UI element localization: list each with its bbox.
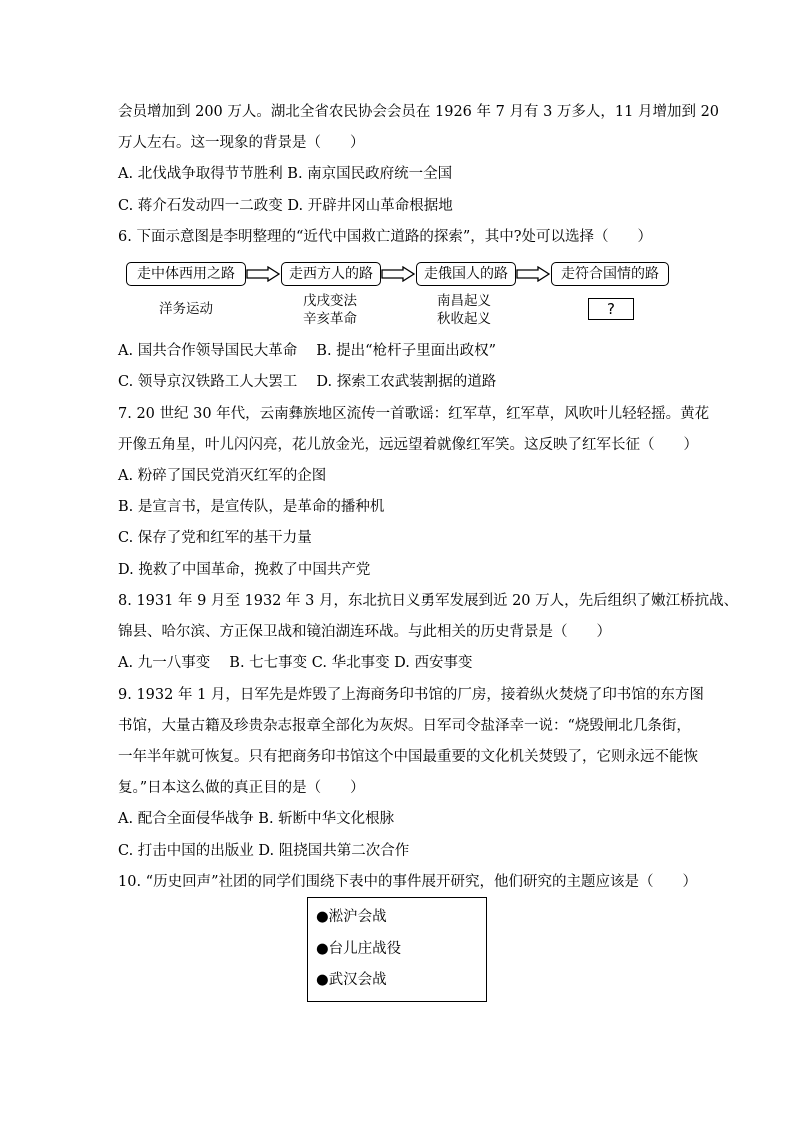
diagram-box-1: 走中体西用之路 <box>126 262 246 286</box>
diagram-box-3: 走俄国人的路 <box>416 262 516 286</box>
event-list-box <box>307 897 487 1002</box>
arrow-icon <box>381 266 415 282</box>
option-line: C. 领导京汉铁路工人大罢工 D. 探索工农武装割据的道路 <box>118 374 497 390</box>
text-line: 万人左右。这一现象的背景是（ ） <box>118 135 365 151</box>
diagram-sub-label: 辛亥革命 <box>303 311 357 327</box>
text-line: 会员增加到 200 万人。湖北全省农民协会会员在 1926 年 7 月有 3 万多人，11 月增加到 20 <box>118 104 720 120</box>
question-8-stem: 8. 1931 年 9 月至 1932 年 3 月，东北抗日义勇军发展到近 20 万人，先后组织了嫩江桥抗战、 <box>118 593 739 609</box>
text-line: 开像五角星，叶儿闪闪亮，花儿放金光，远远望着就像红军笑。这反映了红军长征（ ） <box>118 437 698 453</box>
text-line: 书馆，大量古籍及珍贵杂志报章全部化为灰烬。日军司令盐泽幸一说：“烧毁闸北几条街， <box>118 718 691 734</box>
diagram-box-2: 走西方人的路 <box>281 262 381 286</box>
question-mark-box: ? <box>588 298 634 320</box>
option-line: C. 打击中国的出版业 D. 阻挠国共第二次合作 <box>118 843 410 859</box>
flow-diagram <box>118 258 678 330</box>
option-line: C. 蒋介石发动四一二政变 D. 开辟井冈山革命根据地 <box>118 198 453 214</box>
question-7-stem: 7. 20 世纪 30 年代，云南彝族地区流传一首歌谣：红军草，红军草，风吹叶儿轻轻摇。黄花 <box>118 406 710 422</box>
arrow-icon <box>516 266 550 282</box>
diagram-sub-label: 戊戌变法 <box>303 293 357 309</box>
diagram-sub-label: 南昌起义 <box>437 293 491 309</box>
text-line: 复。”日本这么做的真正目的是（ ） <box>118 780 365 796</box>
arrow-icon <box>246 266 280 282</box>
question-9-stem: 9. 1932 年 1 月，日军先是炸毁了上海商务印书馆的厂房，接着纵火焚烧了印书馆的东方图 <box>118 687 704 703</box>
event-list-item: ●武汉会战 <box>316 972 387 988</box>
event-list-item: ●台儿庄战役 <box>316 941 402 957</box>
option-line: A. 北伐战争取得节节胜利 B. 南京国民政府统一全国 <box>118 166 453 182</box>
event-list-item: ●淞沪会战 <box>316 909 387 925</box>
diagram-sub-label: 洋务运动 <box>159 301 213 317</box>
option-line: C. 保存了党和红军的基干力量 <box>118 530 312 546</box>
option-line: B. 是宣言书，是宣传队，是革命的播种机 <box>118 499 385 515</box>
question-10-stem: 10. “历史回声”社团的同学们围绕下表中的事件展开研究，他们研究的主题应该是（ ） <box>118 874 697 890</box>
option-line: A. 配合全面侵华战争 B. 斩断中华文化根脉 <box>118 811 395 827</box>
diagram-sub-label: 秋收起义 <box>437 311 491 327</box>
option-line: A. 九一八事变 B. 七七事变 C. 华北事变 D. 西安事变 <box>118 655 473 671</box>
text-line: 一年半年就可恢复。只有把商务印书馆这个中国最重要的文化机关焚毁了，它则永远不能恢 <box>118 749 698 765</box>
question-6-stem: 6. 下面示意图是李明整理的“近代中国救亡道路的探索”，其中?处可以选择（ ） <box>118 229 653 245</box>
option-line: A. 粉碎了国民党消灭红军的企图 <box>118 468 327 484</box>
text-line: 锦县、哈尔滨、方正保卫战和镜泊湖连环战。与此相关的历史背景是（ ） <box>118 624 611 640</box>
option-line: A. 国共合作领导国民大革命 B. 提出“枪杆子里面出政权” <box>118 343 496 359</box>
option-line: D. 挽救了中国革命，挽救了中国共产党 <box>118 562 371 578</box>
diagram-box-4: 走符合国情的路 <box>551 262 669 286</box>
